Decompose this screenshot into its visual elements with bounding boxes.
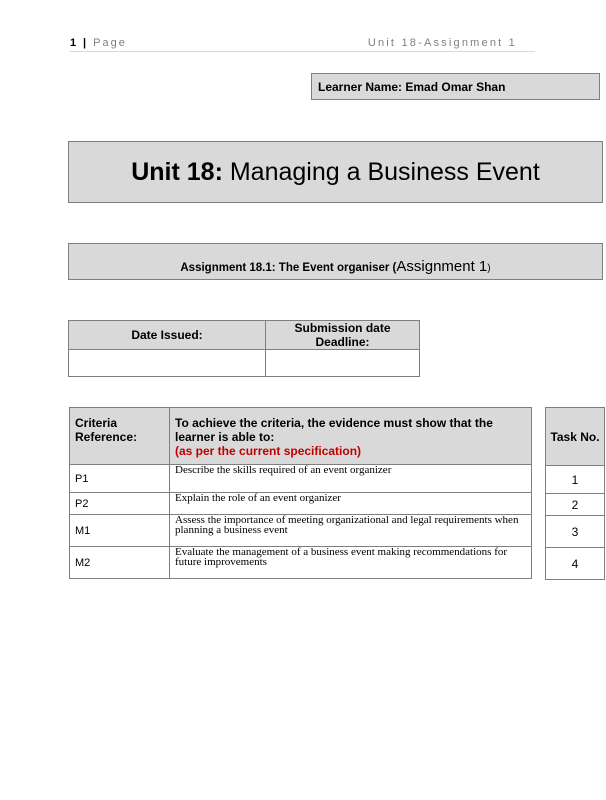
task-number: 3	[546, 516, 605, 548]
dates-table	[68, 320, 420, 377]
criteria-table	[69, 407, 532, 579]
learner-name: Learner Name: Emad Omar Shan	[311, 73, 600, 100]
criteria-desc: Describe the skills required of an event organizer	[170, 465, 532, 493]
unit-title-bold: Unit 18:	[131, 158, 223, 186]
criteria-desc: Explain the role of an event organizer	[170, 493, 532, 515]
table-row	[70, 493, 532, 515]
criteria-ref: M1	[70, 515, 170, 547]
assignment-title-bold: Assignment 18.1: The Event organiser (	[180, 262, 397, 274]
task-row	[546, 466, 605, 494]
header-unit-title: Unit 18-Assignment 1	[367, 37, 517, 49]
assignment-title	[68, 243, 603, 280]
spec-note: (as per the current specification)	[175, 444, 362, 458]
assignment-close: )	[487, 263, 491, 274]
criteria-desc: Evaluate the management of a business event making recommendations for future improvements	[170, 547, 532, 579]
criteria-ref-header: Criteria Reference:	[70, 408, 170, 465]
page-word: Page	[93, 37, 127, 49]
criteria-desc: Assess the importance of meeting organizational and legal requirements when planning a business event	[170, 515, 532, 547]
task-header: Task No.	[546, 408, 605, 466]
task-number: 1	[546, 466, 605, 494]
table-row	[70, 465, 532, 493]
date-issued-value	[69, 350, 266, 377]
task-row	[546, 516, 605, 548]
date-issued-label: Date Issued:	[69, 321, 266, 350]
task-number: 4	[546, 548, 605, 580]
criteria-ref: M2	[70, 547, 170, 579]
task-number: 2	[546, 494, 605, 516]
unit-title	[68, 141, 603, 203]
deadline-label: Submission date Deadline:	[266, 321, 420, 350]
deadline-value	[266, 350, 420, 377]
page-label	[83, 37, 127, 49]
criteria-evidence-header	[170, 408, 532, 465]
unit-title-rest: Managing a Business Event	[222, 158, 540, 186]
assignment-number: Assignment 1	[396, 258, 488, 275]
task-table	[545, 407, 605, 580]
table-row	[70, 515, 532, 547]
criteria-ref: P2	[70, 493, 170, 515]
task-row	[546, 494, 605, 516]
task-row	[546, 548, 605, 580]
criteria-ref: P1	[70, 465, 170, 493]
page-header	[70, 37, 535, 52]
page-separator: |	[83, 37, 87, 49]
table-row	[70, 547, 532, 579]
page-number: 1	[70, 37, 77, 49]
evidence-header-text: To achieve the criteria, the evidence must show that the learner is able to:	[175, 416, 493, 444]
